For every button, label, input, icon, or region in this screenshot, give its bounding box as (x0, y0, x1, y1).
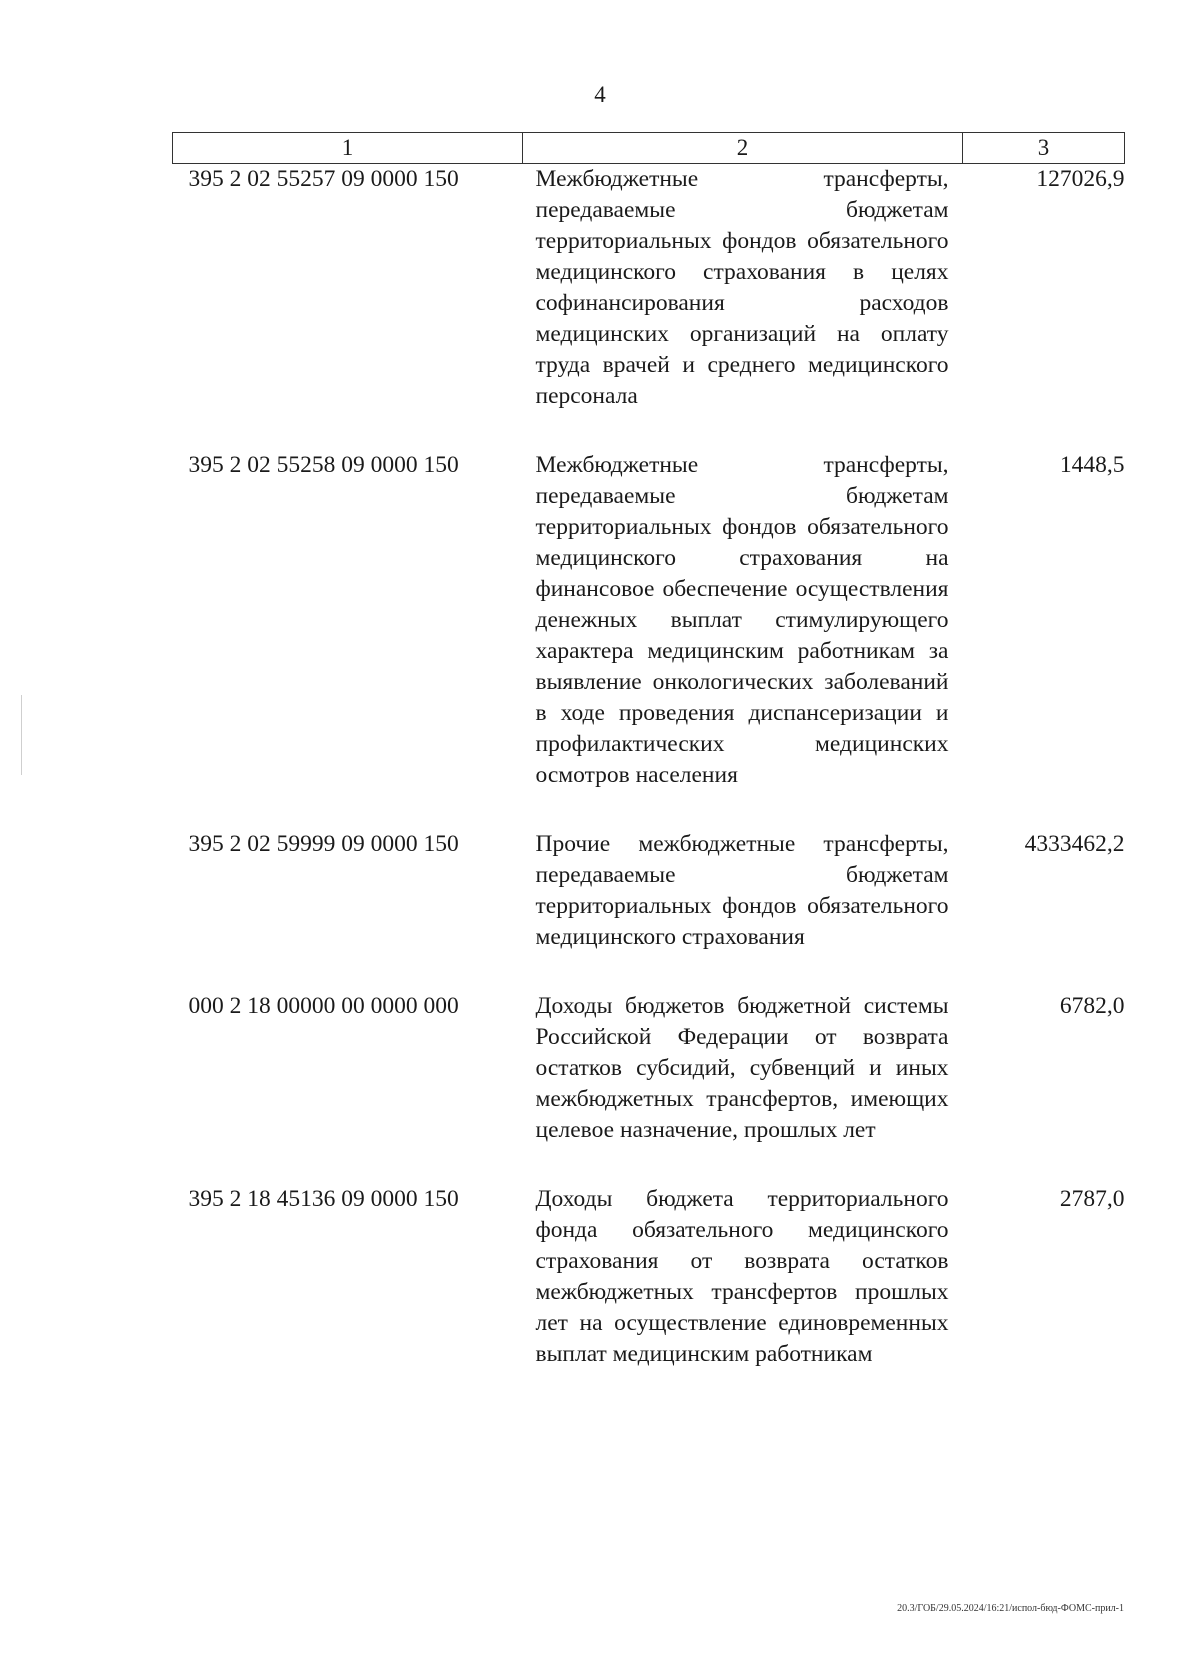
budget-code: 395 2 02 55257 09 0000 150 (188, 166, 459, 192)
budget-amount: 2787,0 (1059, 1186, 1125, 1212)
column-header-description: 2 (523, 133, 963, 164)
table-header (173, 133, 1125, 164)
budget-code: 395 2 18 45136 09 0000 150 (188, 1186, 459, 1212)
column-header-code: 1 (173, 133, 523, 164)
budget-description: Прочие межбюджетные трансферты, передаваемые бюджетам территориальных фондов обязательного медицинского страхования (535, 831, 949, 950)
budget-amount: 4333462,2 (1024, 831, 1125, 857)
budget-amount: 6782,0 (1059, 993, 1125, 1019)
header-row (173, 133, 1125, 164)
budget-amount: 1448,5 (1059, 452, 1125, 478)
table-row (173, 829, 1125, 991)
scan-margin-mark (21, 695, 22, 775)
budget-code: 395 2 02 59999 09 0000 150 (188, 831, 459, 857)
budget-description: Межбюджетные трансферты, передаваемые бюджетам территориальных фондов обязательного медицинского страхования на финансовое обеспечение осуществления денежных выплат стимулирующего характера медицинским работникам за выявление онкологических заболеваний в ходе проведения диспансеризации и профилактических медицинских осмотров населения (535, 452, 949, 788)
budget-code: 395 2 02 55258 09 0000 150 (188, 452, 459, 478)
budget-description: Доходы бюджета территориального фонда обязательного медицинского страхования от возврата остатков межбюджетных трансфертов прошлых лет на осуществление единовременных выплат медицинским работникам (535, 1186, 949, 1367)
budget-description: Доходы бюджетов бюджетной системы Российской Федерации от возврата остатков субсидий, субвенций и иных межбюджетных трансфертов, имеющих целевое назначение, прошлых лет (535, 993, 949, 1143)
table-row (173, 164, 1125, 451)
table-row (173, 991, 1125, 1184)
page-number: 4 (594, 82, 606, 107)
budget-amount: 127026,9 (1036, 166, 1125, 192)
document-footer-stamp: 20.3/ГОБ/29.05.2024/16:21/испол-бюд-ФОМС-прил-1 (897, 1603, 1124, 1614)
budget-table (172, 132, 1125, 1370)
table-row (173, 1184, 1125, 1370)
column-header-amount: 3 (963, 133, 1125, 164)
table-body (173, 164, 1125, 1371)
budget-description: Межбюджетные трансферты, передаваемые бюджетам территориальных фондов обязательного медицинского страхования в целях софинансирования расходов медицинских организаций на оплату труда врачей и среднего медицинского персонала (535, 166, 949, 409)
budget-code: 000 2 18 00000 00 0000 000 (188, 993, 459, 1019)
table-row (173, 450, 1125, 829)
